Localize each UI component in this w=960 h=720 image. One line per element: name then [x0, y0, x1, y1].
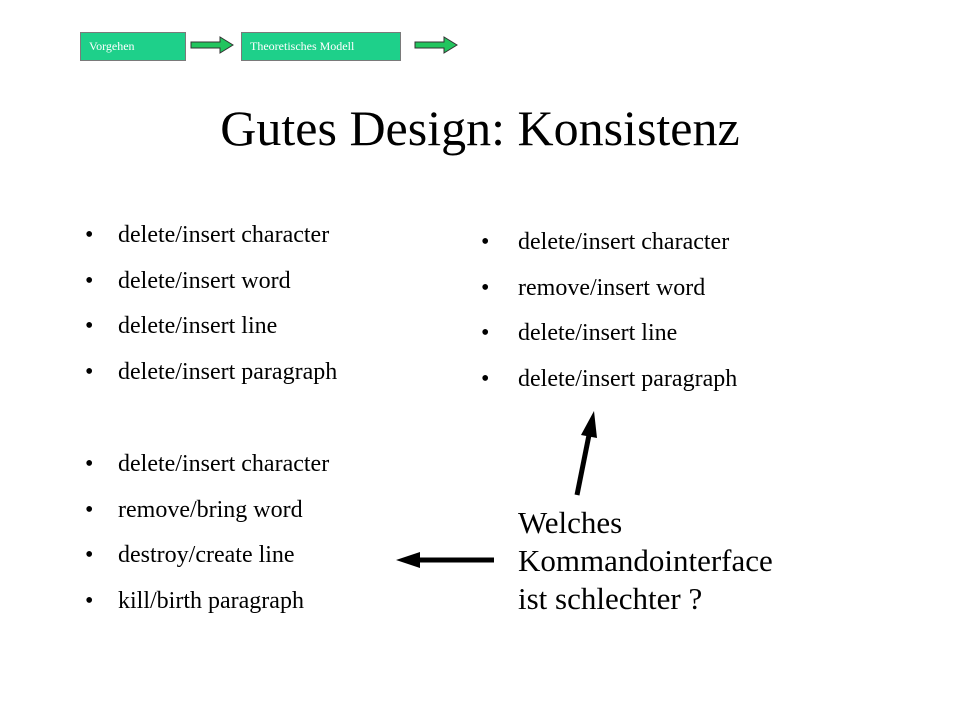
list-item: • delete/insert line [518, 319, 737, 365]
list-item: • delete/insert character [518, 228, 737, 274]
list-item: • delete/insert word [118, 267, 337, 313]
list-item: • remove/insert word [518, 274, 737, 320]
list-item: • delete/insert paragraph [518, 365, 737, 411]
list-item: • delete/insert line [118, 312, 337, 358]
list-item: • delete/insert character [118, 450, 329, 496]
question-line: Kommandointerface [518, 543, 773, 578]
question-line: Welches [518, 505, 623, 540]
list-item: • delete/insert paragraph [118, 358, 337, 404]
question-line: ist schlechter ? [518, 581, 703, 616]
nav-button-theoretisches-modell[interactable]: Theoretisches Modell [241, 32, 401, 61]
list-item: • delete/insert character [118, 221, 337, 267]
list-item: • destroy/create line [118, 541, 329, 587]
list-item: • kill/birth paragraph [118, 587, 329, 633]
nav-button-vorgehen[interactable]: Vorgehen [80, 32, 186, 61]
slide-title: Gutes Design: Konsistenz [220, 100, 740, 156]
list-item: • remove/bring word [118, 496, 329, 542]
